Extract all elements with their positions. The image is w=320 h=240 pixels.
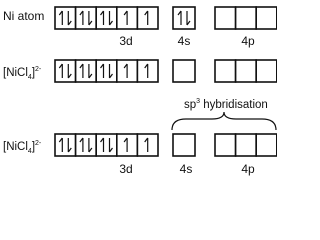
row-label-nicl4-b [3,140,42,155]
orbital-label-3d-row3: 3d [119,162,133,176]
row-label-nicl4-a [3,66,42,81]
row-label-nicl4-b-sub: 4 [27,148,32,155]
orbital-box-4p-row2-1 [215,60,236,82]
orbital-boxes [55,7,277,156]
orbital-box-3d-row3-1 [55,134,76,156]
row-label-nicl4-a-close: ] [31,67,36,79]
orbital-label-4p-row1: 4p [241,34,255,48]
orbital-box-4p-row3-3 [256,134,277,156]
orbital-box-4s-row2-1 [173,60,195,82]
orbital-label-4p-row3: 4p [241,162,255,176]
orbital-box-3d-row1-1 [55,7,76,29]
row-label-nicl4-b-close: ] [31,141,36,153]
row-label-nicl4-a-sup: 2- [35,66,42,73]
orbital-box-3d-row2-3 [96,60,117,82]
orbital-box-3d-row3-3 [96,134,117,156]
orbital-box-4p-row3-1 [215,134,236,156]
orbital-box-4p-row2-3 [256,60,277,82]
orbital-box-4s-row1-1 [173,7,195,29]
hybridisation-sup: 3 [196,98,201,105]
orbital-box-3d-row2-1 [55,60,76,82]
orbital-box-4p-row2-2 [236,60,257,82]
row-label-nicl4-a-sub: 4 [27,74,32,81]
hybridisation-suffix: hybridisation [200,99,268,111]
orbital-box-3d-row1-2 [76,7,97,29]
orbital-box-4p-row1-3 [256,7,277,29]
orbital-box-4s-row3-1 [173,134,195,156]
row-label-ni-atom: Ni atom [3,9,45,23]
orbital-label-3d-row1: 3d [119,34,133,48]
orbital-box-4p-row1-1 [215,7,236,29]
orbital-box-4p-row3-2 [236,134,257,156]
hybridisation-brace [172,112,276,130]
hybridisation-prefix: sp [184,99,197,111]
row-label-nicl4-a-main: [NiCl [3,67,28,79]
orbital-box-3d-row2-2 [76,60,97,82]
orbital-label-4s-row1: 4s [177,34,191,48]
orbital-box-3d-row3-2 [76,134,97,156]
orbital-box-3d-row1-3 [96,7,117,29]
orbital-box-4p-row1-2 [236,7,257,29]
hybridisation-label [184,98,268,111]
row-label-nicl4-b-sup: 2- [35,140,42,147]
row-label-nicl4-b-main: [NiCl [3,141,28,153]
orbital-label-4s-row3: 4s [179,162,193,176]
